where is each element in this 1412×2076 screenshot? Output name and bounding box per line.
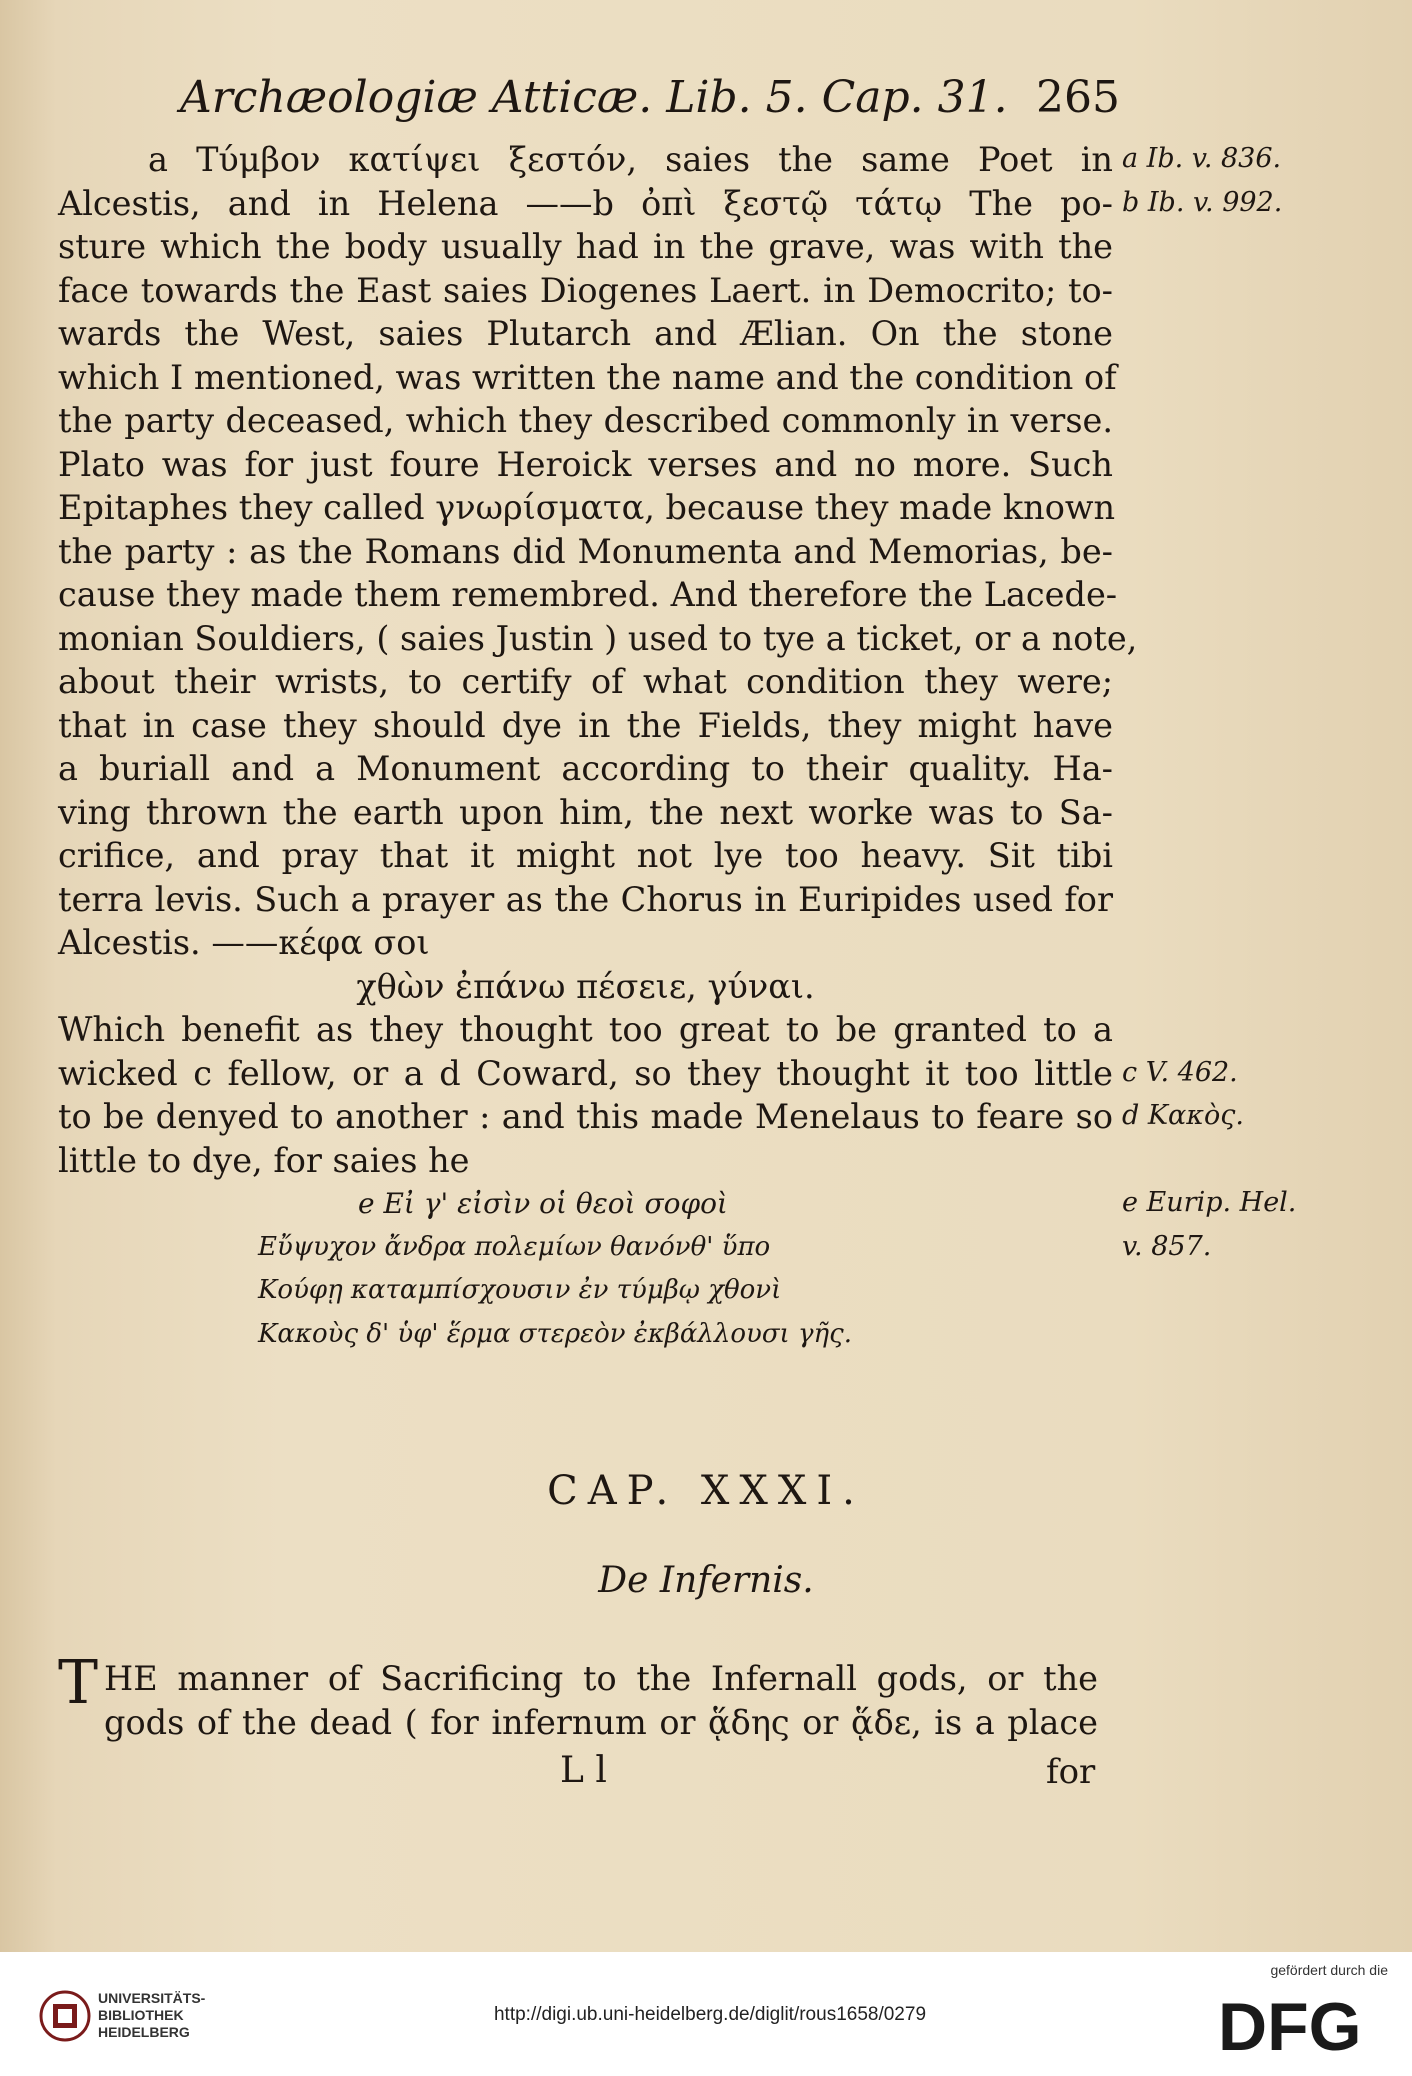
dfg-logo-icon bbox=[1218, 1988, 1388, 2060]
text-line: about their wrists, to certify of what condition they were; bbox=[58, 662, 1113, 701]
chapter-opening bbox=[58, 1648, 1098, 1743]
text-line: Which benefit as they thought too great to be granted to a bbox=[58, 1010, 1113, 1049]
text-line: crifice, and pray that it might not lye too heavy. Sit tibi bbox=[58, 836, 1113, 875]
running-header bbox=[180, 72, 1120, 132]
text-line: cause they made them remembred. And therefore the Lacede- bbox=[58, 575, 1118, 614]
page-number: 265 bbox=[1036, 72, 1120, 123]
text-line: Epitaphes they called γνωρίσματα, because they made known bbox=[58, 488, 1116, 527]
text-line: Κακοὺς δ' ὑφ' ἕρμα στερεὸν ἐκβάλλουσι γῆς. bbox=[258, 1318, 852, 1349]
text-line: little to dye, for saies he bbox=[58, 1140, 470, 1180]
text-line: Εὔψυχον ἄνδρα πολεμίων θανόνθ' ὕπο bbox=[258, 1231, 771, 1262]
text-line: which I mentioned, was written the name and the condition of bbox=[58, 357, 1117, 397]
text-line: ving thrown the earth upon him, the next worke was to Sa- bbox=[58, 792, 1113, 832]
library-name: UNIVERSITÄTS- BIBLIOTHEK HEIDELBERG bbox=[98, 1990, 206, 2040]
text-line: χθὼν ἐπάνω πέσειε, γύναι. bbox=[356, 966, 815, 1006]
viewer-footer bbox=[0, 1952, 1412, 2076]
running-title: Archæologiæ Atticæ. Lib. 5. Cap. 31. bbox=[180, 72, 1008, 123]
catchword: for bbox=[1046, 1752, 1096, 1792]
text-line: Κούφῃ καταμπίσχουσιν ἐν τύμβῳ χθονὶ bbox=[258, 1275, 782, 1305]
marginal-note: v. 857. bbox=[1122, 1230, 1212, 1262]
text-line: face towards the East saies Diogenes Laert. in Democrito; to- bbox=[58, 270, 1113, 310]
text-line: wicked c fellow, or a d Coward, so they thought it too little bbox=[58, 1053, 1113, 1093]
marginal-note: d Κακὸς. bbox=[1122, 1100, 1244, 1131]
text-line: e Εἰ γ' εἰσὶν οἱ θεοὶ σοφοὶ bbox=[358, 1187, 728, 1220]
marginal-note: c V. 462. bbox=[1122, 1056, 1238, 1088]
text-line: a Τύμβον κατίψει ξεστόν, saies the same Poet in bbox=[148, 140, 1113, 179]
text-line: the party : as the Romans did Monumenta and Memorias, be- bbox=[58, 531, 1113, 571]
text-line: that in case they should dye in the Fields, they might have bbox=[58, 705, 1113, 745]
signature-mark: L l bbox=[560, 1750, 607, 1791]
text-line: a buriall and a Monument according to their quality. Ha- bbox=[58, 749, 1113, 788]
text-line: terra levis. Such a prayer as the Chorus in Euripides used for bbox=[58, 879, 1113, 919]
marginal-note: b Ib. v. 992. bbox=[1122, 186, 1283, 218]
chapter-line-2: gods of the dead ( for infernum or ᾅδης or ᾅδε, is a place bbox=[104, 1702, 1098, 1742]
text-line: Alcestis, and in Helena ——b ὀπὶ ξεστῷ τάτῳ The po- bbox=[58, 183, 1113, 223]
text-line: the party deceased, which they described commonly in verse. bbox=[58, 401, 1113, 440]
text-line: wards the West, saies Plutarch and Ælian. On the stone bbox=[58, 314, 1113, 353]
permalink[interactable]: http://digi.ub.uni-heidelberg.de/diglit/rous1658/0279 bbox=[493, 2004, 927, 2025]
drop-capital: T bbox=[58, 1648, 99, 1718]
chapter-subtitle: De Infernis. bbox=[598, 1560, 814, 1601]
text-line: monian Souldiers, ( saies Justin ) used to tye a ticket, or a note, bbox=[58, 618, 1138, 658]
text-line: to be denyed to another : and this made Menelaus to feare so bbox=[58, 1097, 1113, 1136]
chapter-line-1: HE manner of Sacrificing to the Infernall gods, or the bbox=[104, 1659, 1098, 1698]
marginal-note: a Ib. v. 836. bbox=[1122, 143, 1282, 174]
text-line: sture which the body usually had in the grave, was with the bbox=[58, 227, 1113, 266]
body-text bbox=[58, 138, 1138, 1356]
sponsor-label: gefördert durch die bbox=[1270, 1962, 1388, 1978]
marginal-note: e Eurip. Hel. bbox=[1122, 1187, 1297, 1218]
university-seal-icon bbox=[38, 1988, 92, 2044]
chapter-heading: CAP. XXXI. bbox=[547, 1468, 865, 1514]
text-line: Plato was for just foure Heroick verses and no more. Such bbox=[58, 444, 1113, 484]
text-line: Alcestis. ——κέφα σοι bbox=[58, 923, 430, 962]
svg-text:DFG: DFG bbox=[1218, 1989, 1362, 2060]
